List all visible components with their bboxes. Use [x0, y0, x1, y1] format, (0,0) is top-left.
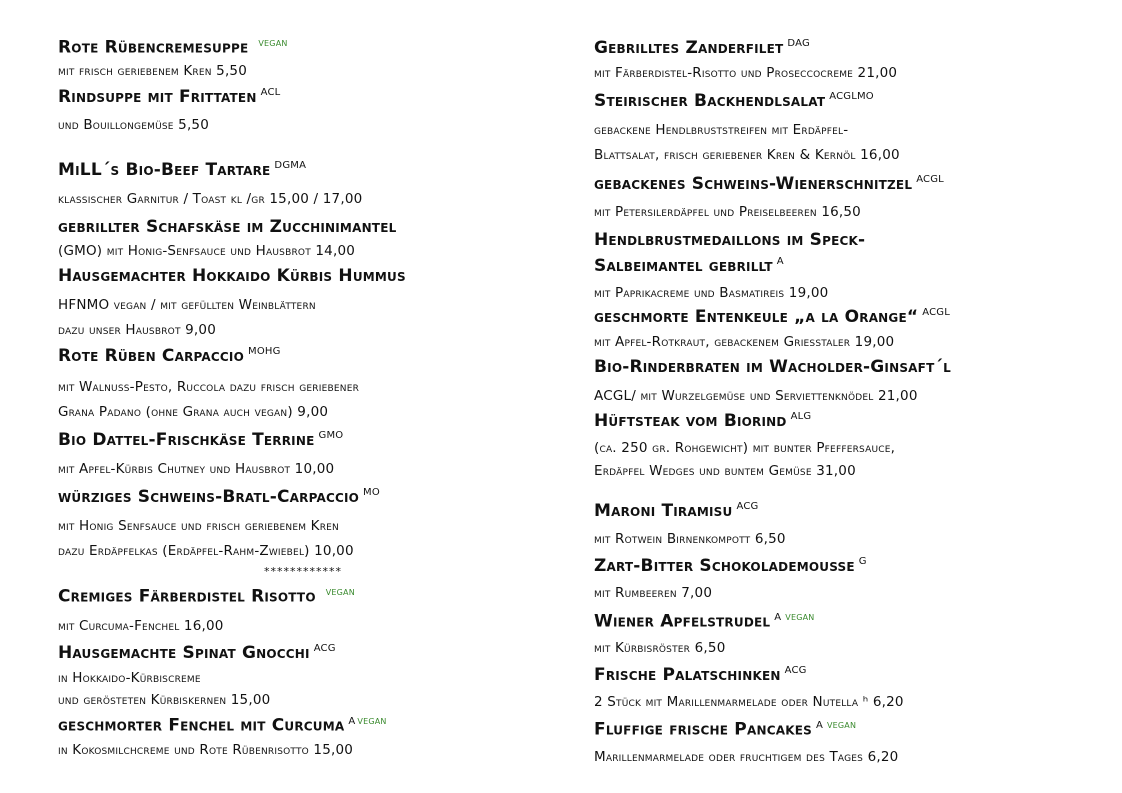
dish-title: Fluffige frische Pancakes $^A$ $^{vegan}$ — [594, 718, 857, 740]
dish-description: Marillenmarmelade oder fruchtigem des Tages 6,20 — [594, 749, 899, 765]
dish-description: gebackene Hendlbruststreifen mit Erdäpfel- — [594, 122, 849, 138]
dish-description: mit frisch geriebenem Kren 5,50 — [58, 63, 248, 79]
dish-description: mit Färberdistel-Risotto und Proseccocreme 21,00 — [594, 65, 898, 81]
dish-title: Salbeimantel gebrillt $^A$ — [594, 256, 784, 276]
allergen-codes: ACGL — [922, 307, 951, 319]
dish-title: Cremiges Färberdistel Risotto $^{vegan}$ — [58, 585, 355, 607]
allergen-codes: A — [774, 612, 782, 623]
vegan-badge: vegan — [826, 718, 857, 731]
allergen-codes: ALG — [790, 411, 812, 423]
dish-description: mit Walnuss-Pesto, Ruccola dazu frisch geriebener — [58, 379, 360, 395]
allergen-codes: A — [815, 720, 823, 731]
dish-description: mit Paprikacreme und Basmatireis 19,00 — [594, 285, 829, 301]
dish-description: dazu unser Hausbrot 9,00 — [58, 322, 217, 338]
allergen-codes: ACG — [784, 665, 807, 677]
dish-title: Rote Rüben Carpaccio $^{MOHG}$ — [58, 346, 281, 366]
allergen-codes: A — [348, 716, 356, 727]
dish-description: in Kokosmilchcreme und Rote Rübenrisotto 15,00 — [58, 742, 354, 758]
dish-description: und Bouillongemüse 5,50 — [58, 117, 210, 133]
vegan-badge: vegan — [325, 585, 355, 598]
dish-title: Hendlbrustmedaillons im Speck- — [594, 230, 866, 250]
vegan-badge: vegan — [258, 36, 288, 49]
dish-title: Hüftsteak vom Biorind $^{ALG}$ — [594, 411, 812, 431]
dish-description: mit Apfel-Kürbis Chutney und Hausbrot 10,00 — [58, 461, 335, 477]
dish-description: mit Curcuma-Fenchel 16,00 — [58, 618, 224, 634]
allergen-codes: G — [858, 556, 867, 568]
dish-title: Rindsuppe mit Frittaten $^{ACL}$ — [58, 87, 281, 107]
allergen-codes: A — [776, 256, 784, 268]
dish-description: mit Honig Senfsauce und frisch geriebenem Kren — [58, 518, 339, 534]
allergen-codes: ACG — [313, 643, 336, 655]
dish-description: 2 Stück mit Marillenmarmelade oder Nutella ʰ 6,20 — [594, 694, 904, 710]
dish-description: Blattsalat, frisch geriebener Kren & Kernöl 16,00 — [594, 147, 900, 163]
vegan-badge: vegan — [357, 714, 387, 727]
allergen-codes: ACGL — [916, 174, 944, 186]
dish-title: gebackenes Schweins-Wienerschnitzel $^{ACGL}$ — [594, 174, 944, 194]
dish-description: und gerösteten Kürbiskernen 15,00 — [58, 692, 271, 708]
allergen-codes: DGMA — [274, 160, 307, 172]
vegan-badge: vegan — [785, 610, 815, 623]
dish-title: würziges Schweins-Bratl-Carpaccio $^{MO}$ — [58, 487, 380, 507]
dish-description: mit Kürbisröster 6,50 — [594, 640, 726, 656]
allergen-codes: MO — [363, 487, 380, 499]
dish-title: Gebrilltes Zanderfilet $^{DAG}$ — [594, 38, 810, 58]
allergen-codes: MOHG — [248, 346, 281, 358]
dish-description: (GMO) mit Honig-Senfsauce und Hausbrot 14,00 — [58, 243, 356, 259]
dish-title: Hausgemachter Hokkaido Kürbis Hummus — [58, 266, 406, 286]
allergen-codes: DAG — [787, 38, 810, 50]
dish-title: Steirischer Backhendlsalat $^{ACGLMO}$ — [594, 91, 874, 111]
dish-description: mit Petersilerdäpfel und Preiselbeeren 16,50 — [594, 204, 861, 220]
dish-description: Grana Padano (ohne Grana auch vegan) 9,00 — [58, 404, 329, 420]
dish-title: gebrillter Schafskäse im Zucchinimantel — [58, 217, 397, 237]
dish-title: geschmorte Entenkeule „a la Orange“ $^{ACGL}$ — [594, 307, 951, 327]
dish-title: Bio Dattel-Frischkäse Terrine $^{GMO}$ — [58, 430, 344, 450]
dish-title: Rote Rübencremesuppe $^{vegan}$ — [58, 36, 288, 58]
dish-description: ACGL/ mit Wurzelgemüse und Serviettenknödel 21,00 — [594, 388, 918, 404]
dish-title: Bio-Rinderbraten im Wacholder-Ginsaft´l — [594, 357, 951, 377]
section-divider: ************ — [264, 565, 342, 578]
dish-description: dazu Erdäpfelkas (Erdäpfel-Rahm-Zwiebel) 10,00 — [58, 543, 354, 559]
dish-description: mit Rotwein Birnenkompott 6,50 — [594, 531, 786, 547]
dish-description: HFNMO vegan / mit gefüllten Weinblättern — [58, 297, 316, 313]
dish-description: mit Apfel-Rotkraut, gebackenem Griesstaler 19,00 — [594, 334, 895, 350]
dish-description: mit Rumbeeren 7,00 — [594, 585, 713, 601]
dish-description: in Hokkaido-Kürbiscreme — [58, 670, 201, 686]
dish-description: klassischer Garnitur / Toast kl /gr 15,00 / 17,00 — [58, 191, 363, 207]
allergen-codes: ACG — [736, 501, 759, 513]
dish-title: Hausgemachte Spinat Gnocchi $^{ACG}$ — [58, 643, 336, 663]
dish-title: geschmorter Fenchel mit Curcuma $^A$ $^{vegan}$ — [58, 714, 387, 736]
dish-title: MiLL´s Bio-Beef Tartare $^{DGMA}$ — [58, 160, 307, 180]
dish-title: Zart-Bitter Schokolademousse $^G$ — [594, 556, 867, 576]
dish-title: Frische Palatschinken $^{ACG}$ — [594, 665, 807, 685]
allergen-codes: GMO — [318, 430, 344, 442]
allergen-codes: ACGLMO — [829, 91, 874, 103]
dish-description: (ca. 250 gr. Rohgewicht) mit bunter Pfeffersauce, — [594, 440, 896, 456]
dish-title: Wiener Apfelstrudel $^A$ $^{vegan}$ — [594, 610, 815, 632]
allergen-codes: ACL — [260, 87, 281, 99]
dish-title: Maroni Tiramisu $^{ACG}$ — [594, 501, 759, 521]
dish-description: Erdäpfel Wedges und buntem Gemüse 31,00 — [594, 463, 856, 479]
